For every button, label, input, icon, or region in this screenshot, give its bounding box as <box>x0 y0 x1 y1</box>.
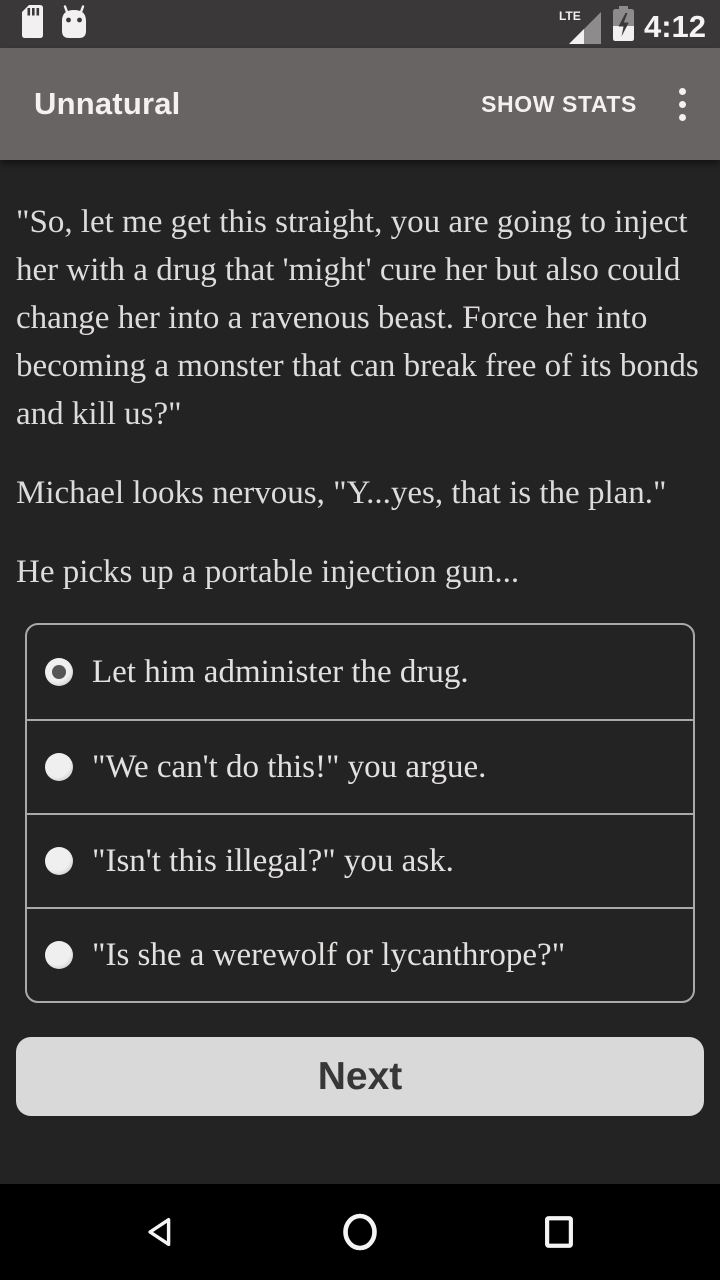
status-bar-indicators <box>559 3 708 46</box>
choice-row[interactable] <box>27 719 693 813</box>
overflow-menu-icon[interactable] <box>669 80 696 129</box>
story-paragraph: Michael looks nervous, "Y...yes, that is the plan." <box>16 475 667 511</box>
network-type-label: LTE <box>558 8 581 23</box>
choice-label: "Is she a werewolf or lycanthrope?" <box>92 937 566 973</box>
show-stats-button[interactable]: SHOW STATS <box>475 81 643 128</box>
story-paragraph: He picks up a portable injection gun... <box>16 554 520 590</box>
radio-button-icon[interactable] <box>45 847 73 875</box>
story-paragraph: "So, let me get this straight, you are going to inject her with a drug that 'might' cure her but also could change her into a ravenous beast. Force her into becoming a monster that can break free of its bonds and kill us?" <box>16 204 699 432</box>
radio-button-icon[interactable] <box>45 941 73 969</box>
battery-charging-icon <box>612 3 635 46</box>
next-button[interactable]: Next <box>16 1037 704 1116</box>
android-nav-bar <box>0 1184 720 1280</box>
sd-card-icon <box>22 5 43 43</box>
choice-label: "We can't do this!" you argue. <box>92 749 487 785</box>
cell-signal-icon <box>559 8 603 46</box>
radio-button-icon[interactable] <box>45 753 73 781</box>
choice-group <box>25 623 695 1003</box>
choice-row[interactable] <box>27 907 693 1001</box>
choice-row[interactable] <box>27 813 693 907</box>
choice-label: Let him administer the drug. <box>92 654 469 690</box>
recents-icon[interactable] <box>538 1211 580 1253</box>
status-bar <box>0 0 720 48</box>
page-title: Unnatural <box>34 86 181 121</box>
app-bar-actions <box>475 80 696 129</box>
clock-time: 4:12 <box>643 8 706 44</box>
status-bar-notifications <box>12 5 89 44</box>
home-icon[interactable] <box>339 1211 381 1253</box>
app-bar <box>0 48 720 160</box>
marshmallow-icon <box>59 5 89 44</box>
story-content <box>0 160 720 1184</box>
story-text <box>16 198 704 596</box>
radio-button-icon[interactable] <box>45 658 73 686</box>
back-icon[interactable] <box>140 1211 182 1253</box>
choice-label: "Isn't this illegal?" you ask. <box>92 843 454 879</box>
choice-row[interactable] <box>27 625 693 719</box>
